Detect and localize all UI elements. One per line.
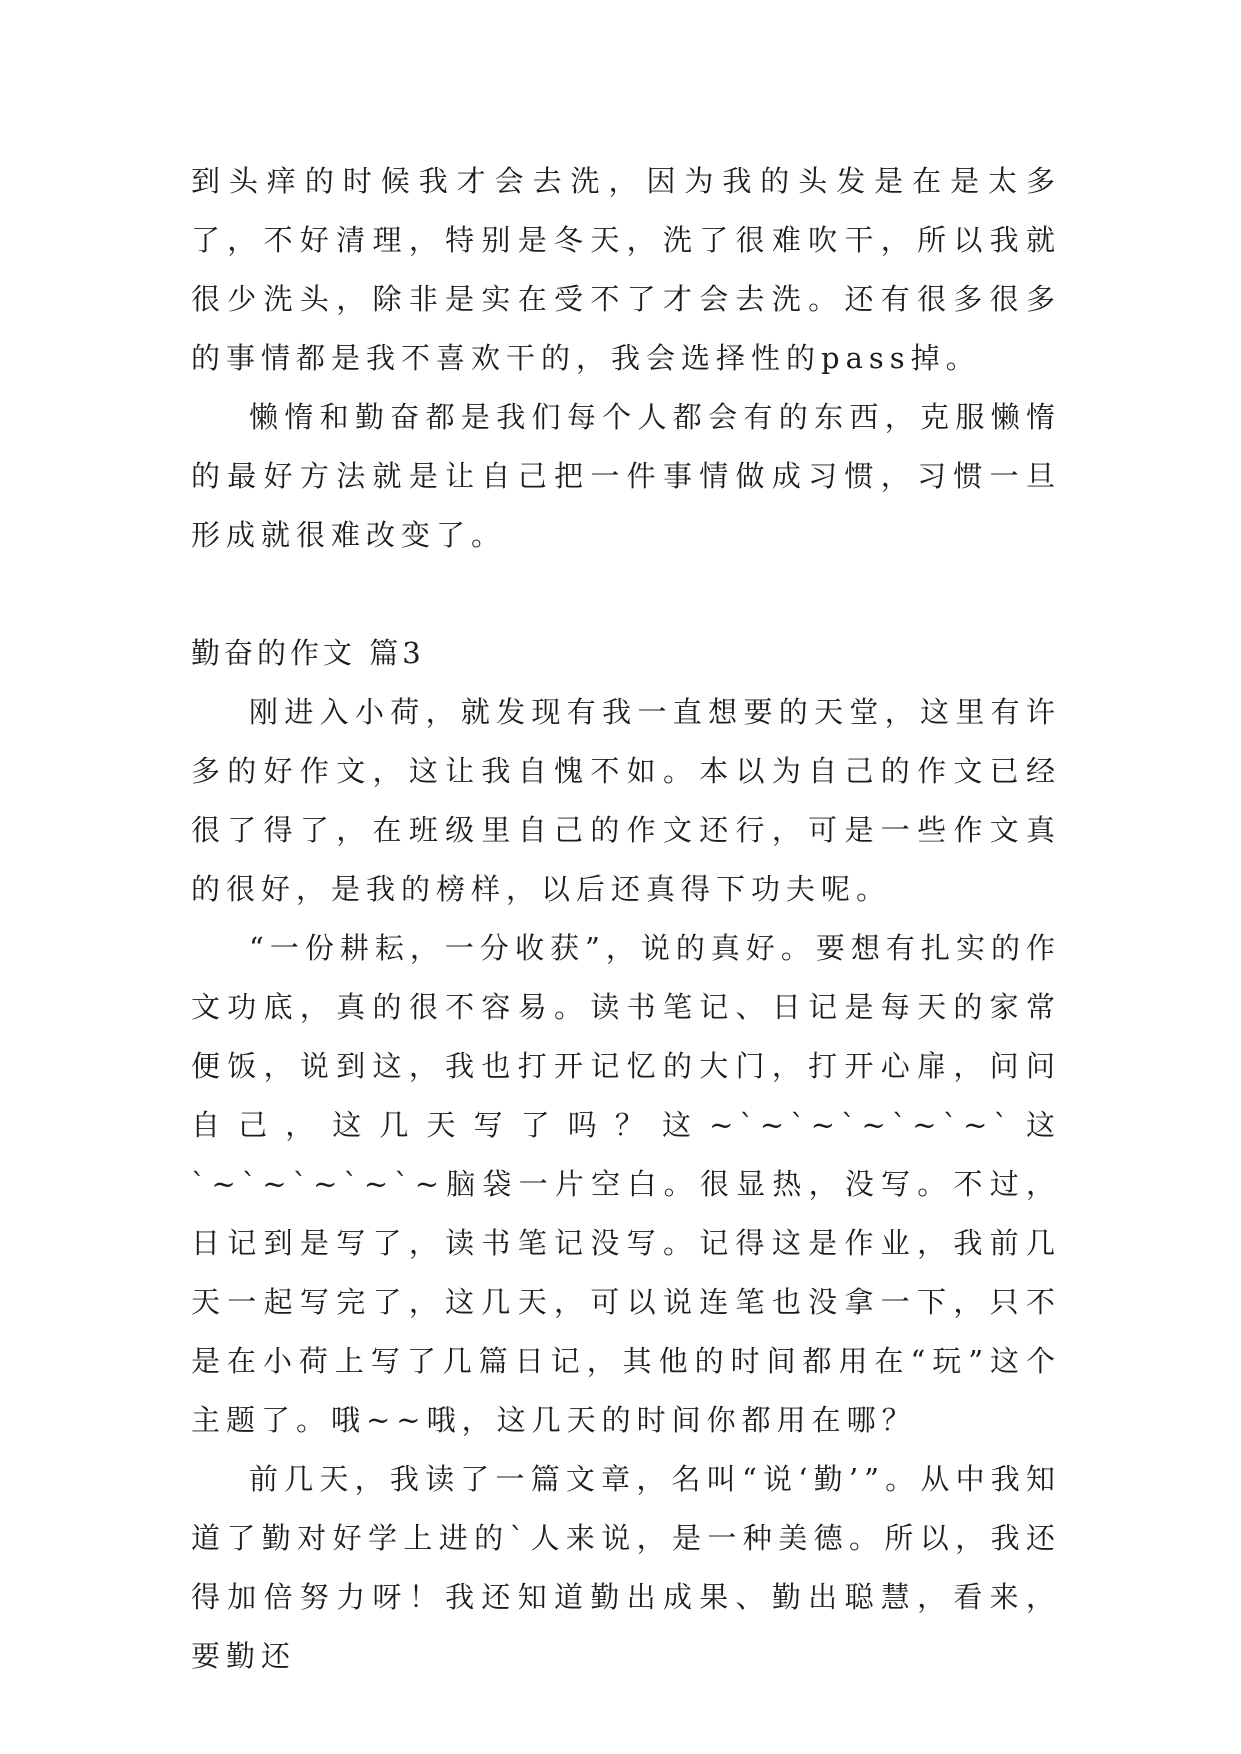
- section-spacer: [191, 565, 1061, 624]
- paragraph-effort-harvest: “一份耕耘，一分收获”，说的真好。要想有扎实的作文功底，真的很不容易。读书笔记、日记是每天的家常便饭，说到这，我也打开记忆的大门，打开心扉，问问自己，这几天写了吗？这~`~`~`~`~`~`这`~`~`~`~`~脑袋一片空白。很显热，没写。不过，日记到是写了，读书笔记没写。记得这是作业，我前几天一起写完了，这几天，可以说连笔也没拿一下，只不是在小荷上写了几篇日记，其他的时间都用在“玩”这个主题了。哦~~哦，这几天的时间你都用在哪？: [191, 931, 1061, 1437]
- paragraph-continued: 到头痒的时候我才会去洗，因为我的头发是在是太多了，不好清理，特别是冬天，洗了很难吹干，所以我就很少洗头，除非是实在受不了才会去洗。还有很多很多的事情都是我不喜欢干的，我会选择性的pass掉。: [191, 164, 1061, 375]
- section-heading: 勤奋的作文 篇3: [191, 636, 425, 670]
- paragraph-xiaohe: 刚进入小荷，就发现有我一直想要的天堂，这里有许多的好作文，这让我自愧不如。本以为自己的作文已经很了得了，在班级里自己的作文还行，可是一些作文真的很好，是我的榜样，以后还真得下功夫呢。: [191, 695, 1061, 906]
- paragraph-laziness-diligence: 懒惰和勤奋都是我们每个人都会有的东西，克服懒惰的最好方法就是让自己把一件事情做成习惯，习惯一旦形成就很难改变了。: [191, 400, 1061, 552]
- paragraph-diligence-article: 前几天，我读了一篇文章，名叫“说‘勤’”。从中我知道了勤对好学上进的`人来说，是一种美德。所以，我还得加倍努力呀！我还知道勤出成果、勤出聪慧，看来，要勤还: [191, 1462, 1061, 1673]
- document-body: [191, 152, 1061, 1686]
